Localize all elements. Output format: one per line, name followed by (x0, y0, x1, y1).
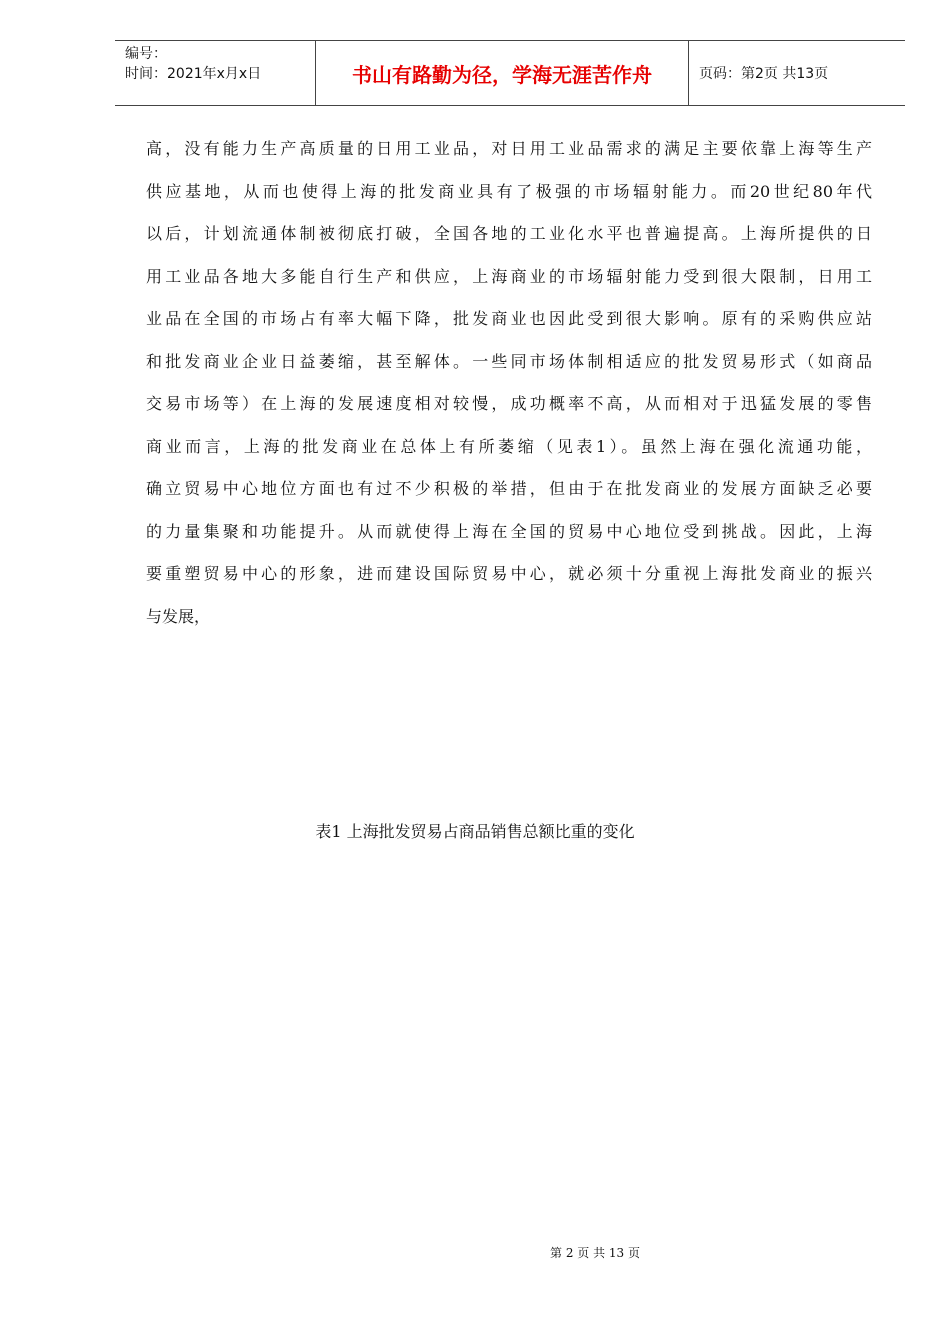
page-footer: 第 2 页 共 13 页 (550, 1246, 640, 1260)
text-line: 与发展， (146, 606, 211, 626)
body-paragraph (146, 128, 872, 638)
text-line: 要重塑贸易中心的形象，进而建设国际贸易中心，就必须十分重视上海批发商业的振兴 (146, 564, 872, 583)
text-line: 交易市场等）在上海的发展速度相对较慢，成功概率不高，从而相对于迅猛发展的零售 (146, 394, 872, 413)
text-line: 高，没有能力生产高质量的日用工业品，对日用工业品需求的满足主要依靠上海等生产 (146, 139, 872, 158)
text-line: 用工业品各地大多能自行生产和供应，上海商业的市场辐射能力受到很大限制，日用工 (146, 266, 872, 286)
text-line: 业品在全国的市场占有率大幅下降，批发商业也因此受到很大影响。原有的采购供应站 (146, 309, 872, 328)
header-motto: 书山有路勤为径，学海无涯苦作舟 (316, 41, 689, 105)
header-page-info: 页码：第2页 共13页 (699, 66, 829, 82)
text-line: 和批发商业企业日益萎缩，甚至解体。一些同市场体制相适应的批发贸易形式（如商品 (146, 351, 872, 371)
page-header (115, 40, 905, 106)
document-time-label: 时间：2021年x月x日 (125, 66, 262, 82)
text-line: 的力量集聚和功能提升。从而就使得上海在全国的贸易中心地位受到挑战。因此，上海 (146, 521, 872, 541)
text-line: 商业而言，上海的批发商业在总体上有所萎缩（见表1）。虽然上海在强化流通功能， (146, 436, 872, 456)
text-line: 确立贸易中心地位方面也有过不少积极的举措，但由于在批发商业的发展方面缺乏必要 (146, 479, 872, 498)
header-meta (115, 41, 316, 105)
text-line: 以后，计划流通体制被彻底打破，全国各地的工业化水平也普遍提高。上海所提供的日 (146, 224, 872, 243)
document-number-label: 编号： (125, 46, 167, 62)
table-caption: 表1 上海批发贸易占商品销售总额比重的变化 (315, 822, 635, 841)
text-line: 供应基地，从而也使得上海的批发商业具有了极强的市场辐射能力。而20世纪80年代 (146, 181, 872, 201)
